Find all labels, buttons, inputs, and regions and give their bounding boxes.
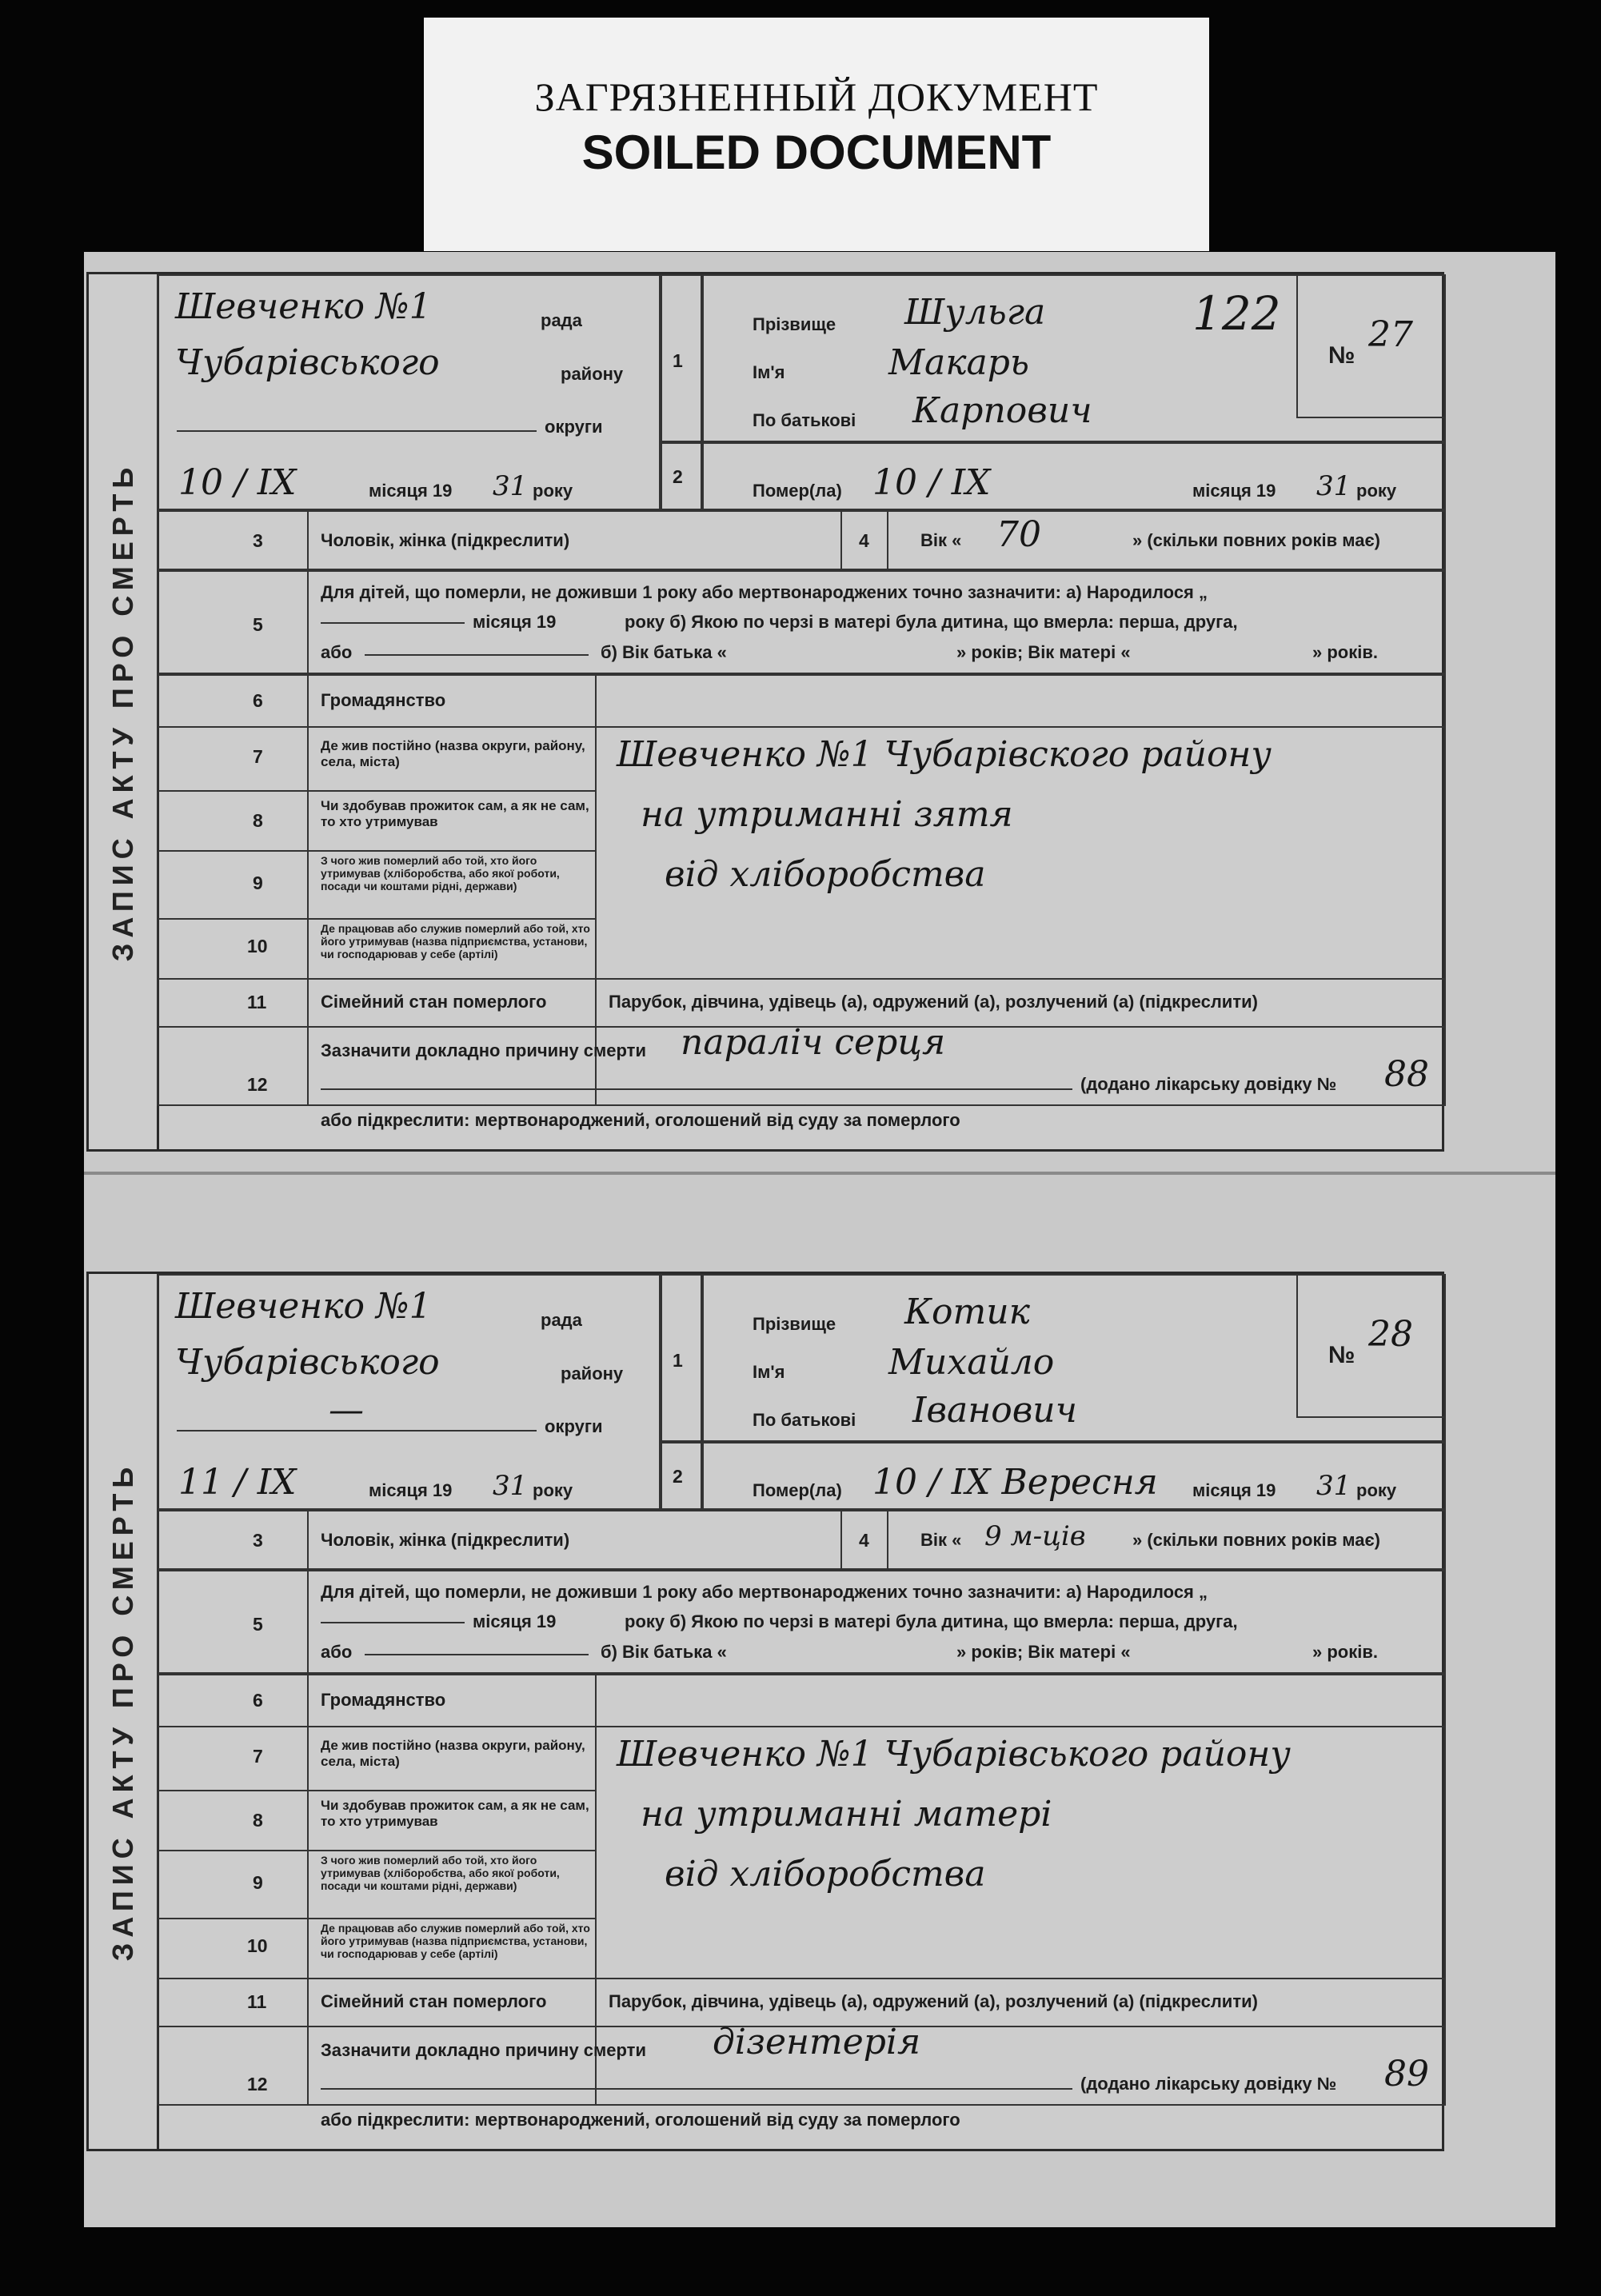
date-value: 11 / IX xyxy=(178,1462,297,1503)
year-value: 31 xyxy=(493,1470,528,1502)
sex-label: Чоловік, жінка (підкреслити) xyxy=(321,530,570,550)
name-value: Михайло xyxy=(888,1342,1055,1383)
name-value: Макарь xyxy=(888,342,1029,383)
record-number: 27 xyxy=(1368,314,1413,355)
misyatsia-label: місяця 19 xyxy=(369,481,453,501)
date-value: 10 / IX xyxy=(178,462,297,503)
death-record-2: ЗАПИС АКТУ ПРО СМЕРТЬ Шевченко №1 рада Чубарівського району — округи 11 / IX місяця 19 31 року 1 2 Прізвище Котик Ім'я Михайло По батькові Іванович № 28 Помер(ла) 10 / IX Вересня місяця 19 31 року 3 Чоловік, жінка (підкреслити) 4 Вік « 9 м-ців » (скільки повних років має) 5 Для дітей, що померли, не доживши 1 року або мертвонароджених точно зазначити: а) Народилося „ місяця 19 року б) Якою по черзі в матері була дитина, що вмерла: перша, друга, або б) Вік батька « » років; Вік матері « » років. 6 Громадянство 7 Де жив постійно (назва округи, району, села, міста) 8 Чи здобував прожиток сам, а як не сам, то хто утримував 9 З чого жив померлий або той, хто його утримував (хліборобства, або якої роботи, посади чи коштами рідні, держави) 10 Де працював або служив померлий або той, хто його утримував (назва підприємства, установи, чи господарював у себе (артілі) 11 Сімейний стан померлого Парубок, дівчина, удівець (а), одружений (а), розлучений (а) (підкреслити) Шевченко №1 Чубарівського району на утриманні матері від хліборобства 12 Зазначити докладно причину смерти дізентерія (додано лікарську довідку № 89 або підкреслити: мертвонароджений, оголошений від суду за померлого xyxy=(86,1272,1444,2151)
certificate-number: 89 xyxy=(1384,2054,1429,2094)
patronymic-value: Іванович xyxy=(912,1390,1078,1431)
year-value: 31 xyxy=(493,470,528,502)
surname-value: Шульга xyxy=(904,292,1046,333)
residence-value: Шевченко №1 Чубарівського району xyxy=(617,1734,1291,1775)
cause-value: дізентерія xyxy=(713,2022,921,2062)
label-russian: ЗАГРЯЗНЕННЫЙ ДОКУМЕНТ xyxy=(534,74,1099,119)
raion-value: Чубарівського xyxy=(175,342,440,383)
pomer-label: Помер(ла) xyxy=(753,481,842,501)
died-value: 10 / IX Вересня xyxy=(872,1462,1158,1503)
register-mark: 122 xyxy=(1192,286,1281,341)
support-value: на утриманні зятя xyxy=(641,794,1013,835)
vik-label: Вік « xyxy=(920,530,962,550)
rada-label: рада xyxy=(541,310,582,330)
died-year: 31 xyxy=(1316,1470,1351,1502)
residence-value: Шевченко №1 Чубарівского району xyxy=(617,734,1272,775)
raion-value: Чубарівського xyxy=(175,1342,440,1383)
soiled-document-label xyxy=(424,18,1209,251)
roku-label: року xyxy=(533,481,573,501)
okrugy-label: округи xyxy=(545,417,603,437)
hromadianstvo-label: Громадянство xyxy=(321,690,446,710)
death-record-1: ЗАПИС АКТУ ПРО СМЕРТЬ Шевченко №1 рада Чубарівського району округи 10 / IX місяця 19 31 року 1 2 Прізвище Шульга 122 Ім'я Макарь По батькові Карпович № 27 Помер(ла) 10 / IX місяця 19 31 року 3 Чоловік, жінка (підкреслити) 4 Вік « 70 » (скільки повних років має) 5 Для дітей, що померли, не доживши 1 року або мертвонароджених точно зазначити: а) Народилося „ місяця 19 року б) Якою по черзі в матері була дитина, що вмерла: перша, друга, або б) Вік батька « » років; Вік матері « » років. 6 Громадянство 7 Де жив постійно (назва округи, району, села, міста) 8 Чи здобував прожиток сам, а як не сам, то хто утримував 9 З чого жив померлий або той, хто його утримував (хліборобства, або якої роботи, посади чи коштами рідні, держави) 10 Де працював або служив померлий або той, хто його утримував (назва підприємства, установи, чи господарював у себе (артілі) 11 Сімейний стан померлого Парубок, дівчина, удівець (а), одружений (а), розлучений (а) (підкреслити) Шевченко №1 Чубарівского району на утриманні зятя від хліборобства 12 Зазначити докладно причину смерти параліч серця (додано лікарську довідку № 88 або підкреслити: мертвонароджений, оголошений від суду за померлого xyxy=(86,272,1444,1152)
livelihood-value: від хліборобства xyxy=(665,854,986,895)
rada-value: Шевченко №1 xyxy=(175,286,432,327)
okrugy-value: — xyxy=(329,1390,364,1431)
died-year: 31 xyxy=(1316,470,1351,502)
raion-label: району xyxy=(561,364,624,384)
age-value: 70 xyxy=(996,514,1041,555)
surname-value: Котик xyxy=(904,1292,1030,1332)
cause-value: параліч серця xyxy=(681,1022,946,1063)
surname-label: Прізвище xyxy=(753,314,836,334)
patronymic-label: По батькові xyxy=(753,410,856,430)
support-value: на утриманні матері xyxy=(641,1794,1052,1835)
no-label: № xyxy=(1328,342,1355,369)
vertical-title: ЗАПИС АКТУ ПРО СМЕРТЬ xyxy=(89,1274,159,2149)
patronymic-value: Карпович xyxy=(912,390,1092,431)
vik-tail: » (скільки повних років має) xyxy=(1132,530,1380,550)
age-value: 9 м-ців xyxy=(984,1520,1086,1552)
rada-value: Шевченко №1 xyxy=(175,1286,432,1327)
livelihood-value: від хліборобства xyxy=(665,1854,986,1895)
page-fold xyxy=(84,1172,1555,1175)
name-label: Ім'я xyxy=(753,362,785,382)
record-number: 28 xyxy=(1368,1314,1413,1355)
label-english: SOILED DOCUMENT xyxy=(581,126,1052,179)
died-value: 10 / IX xyxy=(872,462,991,503)
vertical-title: ЗАПИС АКТУ ПРО СМЕРТЬ xyxy=(89,274,159,1149)
certificate-number: 88 xyxy=(1384,1054,1429,1095)
